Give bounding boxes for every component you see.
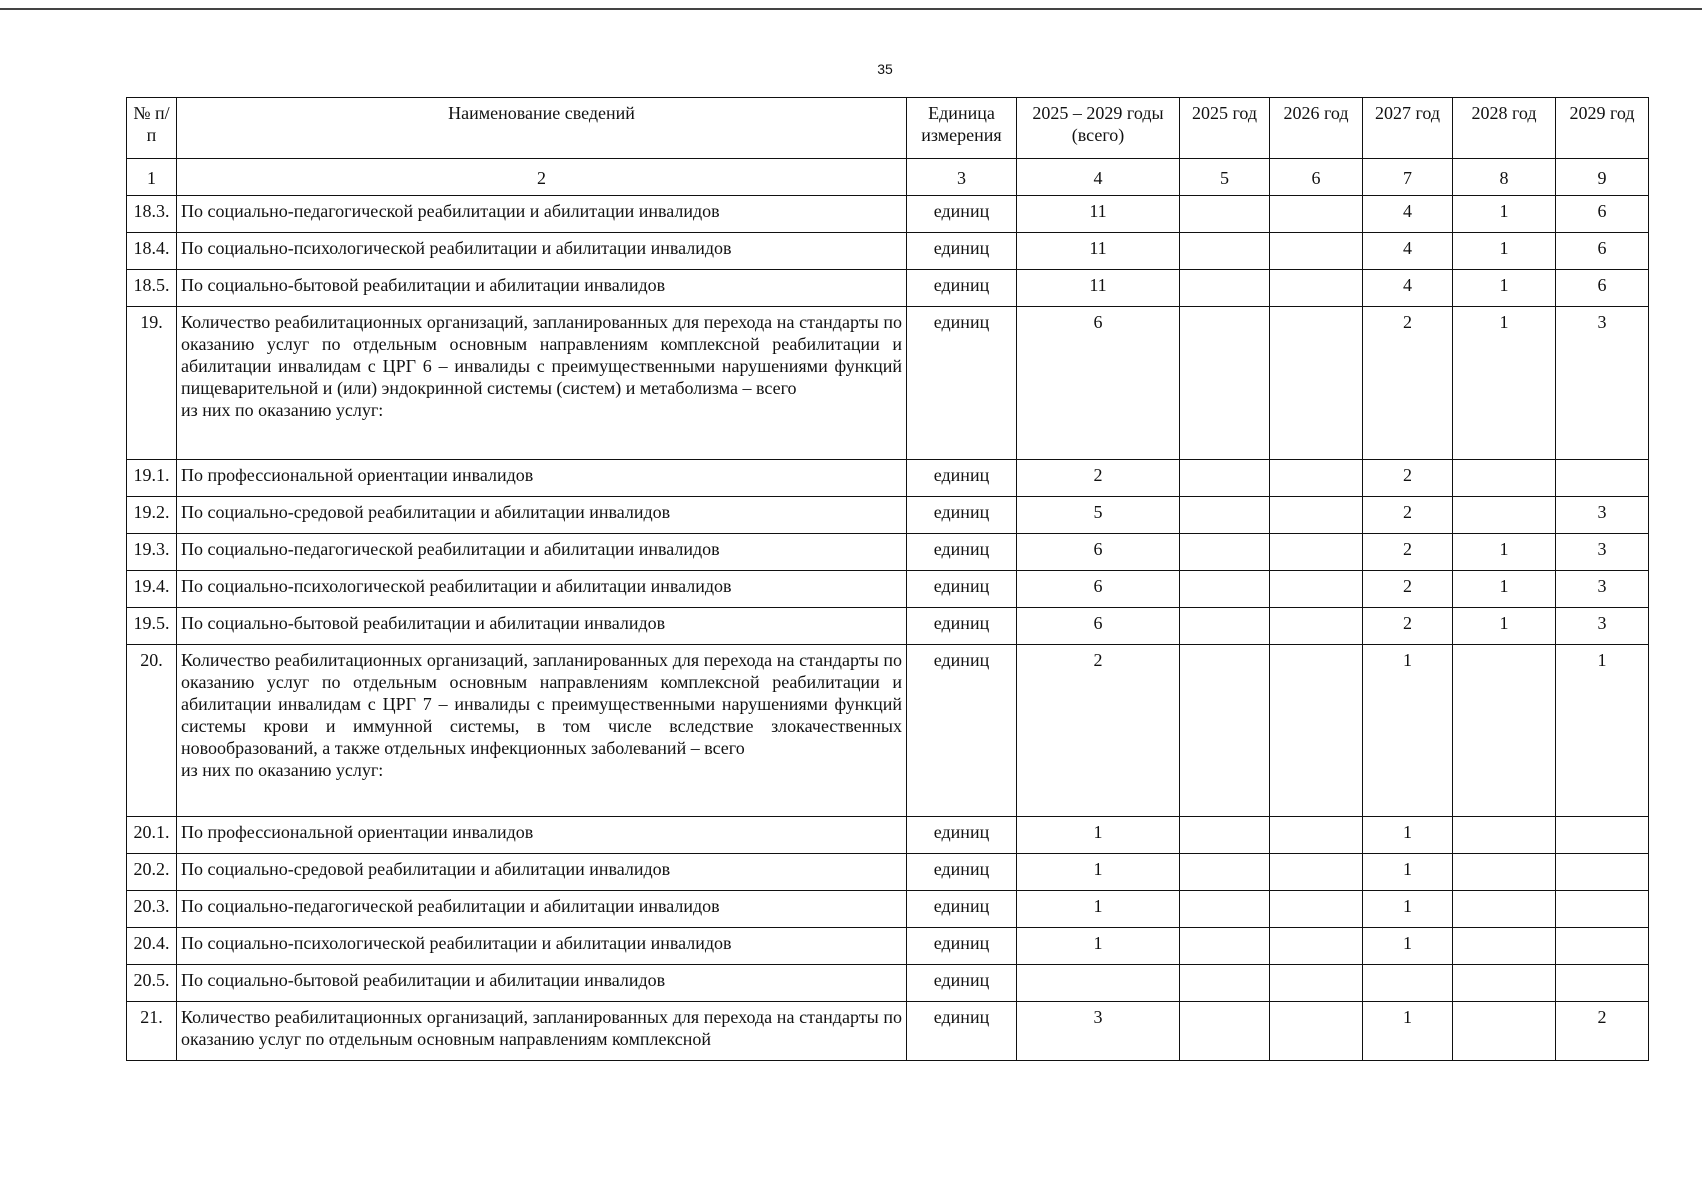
value-2025 [1180,196,1270,233]
row-unit: единиц [907,270,1017,307]
row-name: По социально-средовой реабилитации и абилитации инвалидов [177,854,907,891]
value-2028: 1 [1453,270,1556,307]
value-2027: 2 [1363,307,1453,460]
header-cell-unit: Единица измерения [907,98,1017,159]
value-2026 [1270,196,1363,233]
table-row [127,460,1649,497]
header-cell-2029: 2029 год [1556,98,1649,159]
value-2028 [1453,928,1556,965]
value-2028: 1 [1453,196,1556,233]
row-name: По социально-педагогической реабилитации и абилитации инвалидов [177,534,907,571]
value-2028: 1 [1453,571,1556,608]
row-number: 21. [127,1002,177,1061]
value-2025 [1180,928,1270,965]
value-2029: 3 [1556,497,1649,534]
value-total: 1 [1017,891,1180,928]
value-2025 [1180,233,1270,270]
row-number: 20.2. [127,854,177,891]
row-number: 20.1. [127,817,177,854]
table-row [127,196,1649,233]
value-total: 1 [1017,817,1180,854]
value-2027: 2 [1363,460,1453,497]
data-table [126,97,1649,1061]
row-number: 19.5. [127,608,177,645]
row-unit: единиц [907,608,1017,645]
value-2026 [1270,307,1363,460]
value-2028 [1453,497,1556,534]
row-name: Количество реабилитационных организаций, запланированных для перехода на стандарты по оказанию услуг по отдельным основным направлениям комплексной реабилитации и абилитации инвалидам с ЦРГ 7 – инвалиды с преимущественными нарушениями функций системы крови и иммунной системы, в том числе вследствие злокачественных новообразований, а также отдельных инфекционных заболеваний – всего [181,650,902,758]
value-2028 [1453,965,1556,1002]
table-row [127,233,1649,270]
value-2026 [1270,1002,1363,1061]
value-2027: 1 [1363,854,1453,891]
index-cell: 3 [907,159,1017,196]
row-name: По социально-бытовой реабилитации и абилитации инвалидов [177,270,907,307]
value-total: 1 [1017,854,1180,891]
value-2027: 4 [1363,270,1453,307]
value-2025 [1180,854,1270,891]
value-total: 6 [1017,534,1180,571]
row-number: 19.4. [127,571,177,608]
index-cell: 1 [127,159,177,196]
column-index-row [127,159,1649,196]
header-cell-2025: 2025 год [1180,98,1270,159]
row-name: По социально-бытовой реабилитации и абилитации инвалидов [177,608,907,645]
value-2025 [1180,1002,1270,1061]
value-2027: 1 [1363,928,1453,965]
row-name: Количество реабилитационных организаций, запланированных для перехода на стандарты по оказанию услуг по отдельным основным направлениям комплексной реабилитации и абилитации инвалидам с ЦРГ 6 – инвалиды с преимущественными нарушениями функций пищеварительной и (или) эндокринной системы (систем) и метаболизма – всего [181,312,902,398]
value-2026 [1270,571,1363,608]
value-2027: 2 [1363,497,1453,534]
value-2027: 2 [1363,571,1453,608]
value-total: 5 [1017,497,1180,534]
value-2029: 3 [1556,534,1649,571]
value-2026 [1270,534,1363,571]
table-row [127,645,1649,817]
row-unit: единиц [907,854,1017,891]
table-row [127,1002,1649,1061]
value-2026 [1270,928,1363,965]
table-row [127,307,1649,460]
row-name: По профессиональной ориентации инвалидов [177,460,907,497]
table-row [127,928,1649,965]
value-2026 [1270,645,1363,817]
row-unit: единиц [907,928,1017,965]
row-name-cell [177,645,907,817]
index-cell: 4 [1017,159,1180,196]
index-cell: 2 [177,159,907,196]
value-2029: 6 [1556,270,1649,307]
table-row [127,497,1649,534]
value-total: 1 [1017,928,1180,965]
value-2029 [1556,965,1649,1002]
value-2028 [1453,1002,1556,1061]
value-2026 [1270,891,1363,928]
table-row [127,965,1649,1002]
value-2025 [1180,307,1270,460]
top-rule [0,8,1702,10]
value-total: 6 [1017,571,1180,608]
table-row [127,891,1649,928]
row-unit: единиц [907,571,1017,608]
value-2025 [1180,534,1270,571]
value-2027: 4 [1363,233,1453,270]
value-2029 [1556,817,1649,854]
value-2025 [1180,608,1270,645]
value-2029: 6 [1556,196,1649,233]
header-cell-total: 2025 – 2029 годы (всего) [1017,98,1180,159]
table-row [127,270,1649,307]
row-name: По социально-психологической реабилитации и абилитации инвалидов [177,571,907,608]
value-total: 2 [1017,460,1180,497]
value-2025 [1180,965,1270,1002]
value-2028: 1 [1453,233,1556,270]
value-total: 11 [1017,270,1180,307]
value-2029: 3 [1556,307,1649,460]
value-total [1017,965,1180,1002]
row-unit: единиц [907,497,1017,534]
value-2029 [1556,891,1649,928]
row-number: 18.3. [127,196,177,233]
row-name: По социально-средовой реабилитации и абилитации инвалидов [177,497,907,534]
value-2028 [1453,854,1556,891]
value-total: 2 [1017,645,1180,817]
table-row [127,534,1649,571]
row-unit: единиц [907,1002,1017,1061]
value-total: 3 [1017,1002,1180,1061]
row-unit: единиц [907,965,1017,1002]
row-name: По социально-бытовой реабилитации и абилитации инвалидов [177,965,907,1002]
row-unit: единиц [907,460,1017,497]
value-2025 [1180,645,1270,817]
row-unit: единиц [907,645,1017,817]
value-total: 11 [1017,233,1180,270]
table-row [127,817,1649,854]
row-unit: единиц [907,817,1017,854]
row-name: По социально-психологической реабилитации и абилитации инвалидов [177,233,907,270]
value-total: 11 [1017,196,1180,233]
table-row [127,571,1649,608]
value-2028 [1453,891,1556,928]
value-2028 [1453,817,1556,854]
header-row [127,98,1649,159]
row-number: 19.1. [127,460,177,497]
row-unit: единиц [907,307,1017,460]
value-2027 [1363,965,1453,1002]
value-2026 [1270,965,1363,1002]
value-2026 [1270,460,1363,497]
row-name: Количество реабилитационных организаций, запланированных для перехода на стандарты по оказанию услуг по отдельным основным направлениям комплексной [177,1002,907,1061]
table-row [127,854,1649,891]
value-2028: 1 [1453,534,1556,571]
value-2025 [1180,571,1270,608]
value-2027: 1 [1363,1002,1453,1061]
value-2029 [1556,928,1649,965]
value-2029: 2 [1556,1002,1649,1061]
value-2028 [1453,645,1556,817]
value-total: 6 [1017,307,1180,460]
value-2029 [1556,854,1649,891]
value-2029: 3 [1556,571,1649,608]
value-2025 [1180,497,1270,534]
row-number: 20.5. [127,965,177,1002]
value-2026 [1270,233,1363,270]
index-cell: 5 [1180,159,1270,196]
row-number: 19.2. [127,497,177,534]
value-2027: 2 [1363,608,1453,645]
row-name: По социально-педагогической реабилитации и абилитации инвалидов [177,891,907,928]
value-2027: 1 [1363,817,1453,854]
value-2026 [1270,270,1363,307]
row-number: 20.4. [127,928,177,965]
value-2028: 1 [1453,307,1556,460]
index-cell: 6 [1270,159,1363,196]
index-cell: 9 [1556,159,1649,196]
row-number: 18.4. [127,233,177,270]
value-2028: 1 [1453,608,1556,645]
value-2026 [1270,497,1363,534]
header-cell-2027: 2027 год [1363,98,1453,159]
value-2027: 1 [1363,891,1453,928]
row-number: 19.3. [127,534,177,571]
table-row [127,608,1649,645]
value-2026 [1270,817,1363,854]
row-number: 19. [127,307,177,460]
row-number: 18.5. [127,270,177,307]
value-2027: 2 [1363,534,1453,571]
header-cell-num: № п/п [127,98,177,159]
row-number: 20.3. [127,891,177,928]
value-2029: 6 [1556,233,1649,270]
value-2026 [1270,608,1363,645]
index-cell: 8 [1453,159,1556,196]
row-name-cell [177,307,907,460]
value-2025 [1180,270,1270,307]
row-unit: единиц [907,233,1017,270]
row-subheading: из них по оказанию услуг: [181,400,384,420]
row-unit: единиц [907,196,1017,233]
header-cell-2028: 2028 год [1453,98,1556,159]
row-number: 20. [127,645,177,817]
value-2025 [1180,460,1270,497]
page-number: 35 [877,61,893,77]
value-2027: 4 [1363,196,1453,233]
value-2026 [1270,854,1363,891]
row-unit: единиц [907,891,1017,928]
row-name: По социально-педагогической реабилитации и абилитации инвалидов [177,196,907,233]
value-2027: 1 [1363,645,1453,817]
header-cell-name: Наименование сведений [177,98,907,159]
value-2025 [1180,891,1270,928]
value-2029 [1556,460,1649,497]
row-unit: единиц [907,534,1017,571]
value-2029: 1 [1556,645,1649,817]
header-cell-2026: 2026 год [1270,98,1363,159]
value-2028 [1453,460,1556,497]
value-2029: 3 [1556,608,1649,645]
row-subheading: из них по оказанию услуг: [181,760,384,780]
value-2025 [1180,817,1270,854]
value-total: 6 [1017,608,1180,645]
index-cell: 7 [1363,159,1453,196]
row-name: По профессиональной ориентации инвалидов [177,817,907,854]
row-name: По социально-психологической реабилитации и абилитации инвалидов [177,928,907,965]
